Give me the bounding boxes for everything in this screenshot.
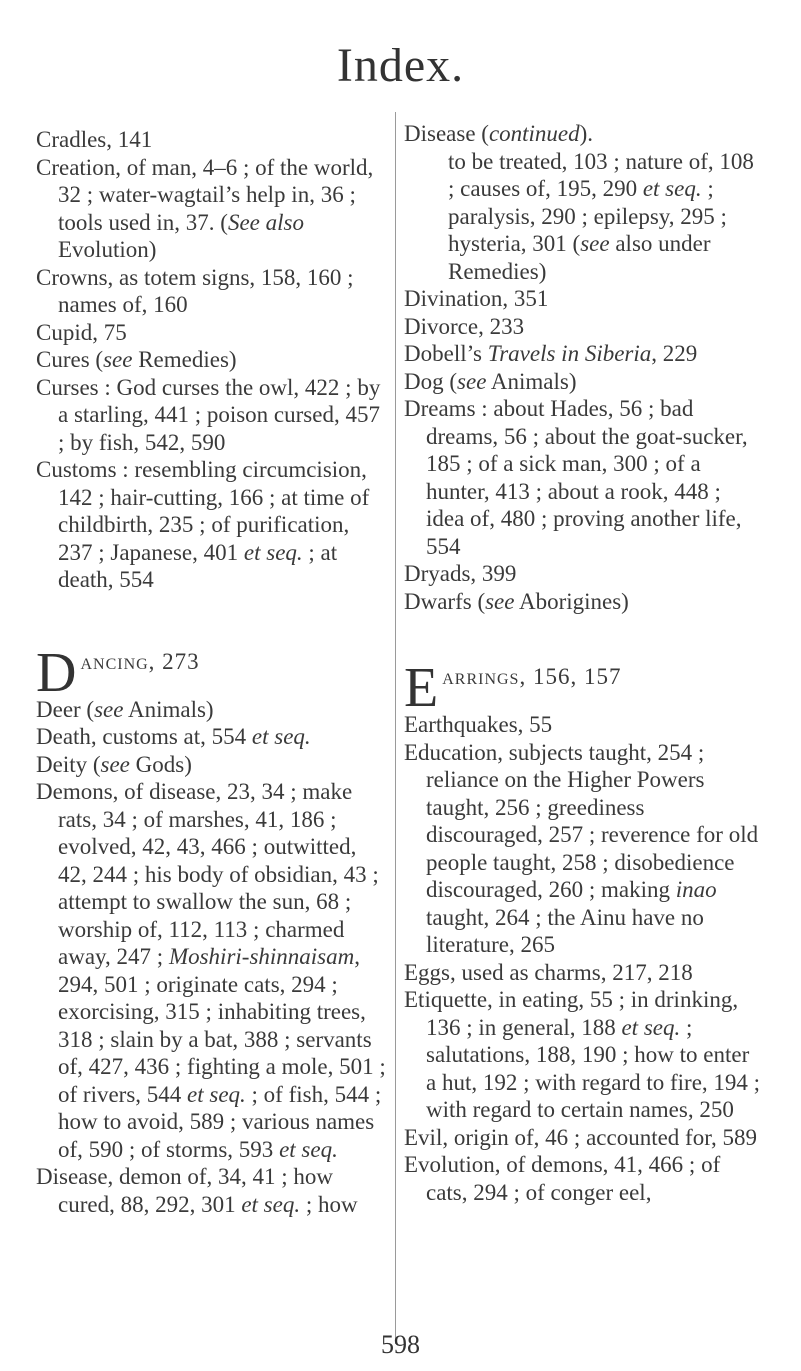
cont-tail: ).: [579, 121, 594, 146]
cont-text: to be treated, 103 ; nature of, 108 ; causes of, 195, 290: [448, 148, 754, 201]
index-entry: [404, 285, 762, 313]
disease-continued-body: [426, 148, 762, 286]
entry-text: Eggs, used as charms, 217, 218: [404, 959, 693, 985]
entry-tail: Animals): [123, 696, 214, 722]
entry-italic: et seq.: [621, 1014, 681, 1040]
index-entry: [36, 723, 388, 751]
index-entry: [404, 395, 762, 560]
cont-head: Disease (: [404, 121, 489, 146]
earrings-entry: arrings, 156, 157: [442, 664, 622, 689]
section-d-heading: [36, 641, 388, 704]
index-entry: [36, 779, 386, 1107]
entry-italic: Moshiri-shinnaisam: [168, 944, 355, 969]
entry-text: Demons, of disease, 23, 34 ; make rats, 34 ; of marshes, 41, 186 ; evolved, 42, 43, 466 ; outwitted, 42, 244 ; his body of obsidian, 43 ; attempt to swallow the sun, 68 ; worship of, 112, 113 ; charmed away, 247 ;: [36, 779, 379, 969]
index-entry: [36, 346, 388, 374]
cont-italic2: et seq.: [642, 176, 702, 201]
entry-tail: Gods): [129, 751, 192, 777]
entry-text: Crowns, as totem signs, 158, 160 ; names of, 160: [36, 264, 354, 317]
entry-text: Evil, origin of, 46 ; accounted for, 589: [404, 1124, 757, 1150]
dancing-entry: ancing, 273: [80, 648, 200, 674]
entry-text: Evolution, of demons, 41, 466 ; of cats, 294 ; of conger eel,: [404, 1152, 721, 1205]
index-entry: [36, 1163, 388, 1218]
entry-text: Dreams : about Hades, 56 ; bad dreams, 56 ; about the goat-sucker, 185 ; of a sick man, 300 ; of a hunter, 413 ; about a rook, 448 ; idea of, 480 ; proving another life, 554: [404, 396, 748, 559]
d-entries: [36, 696, 388, 1219]
index-entry: [36, 264, 388, 319]
index-entry: [404, 340, 762, 368]
entry-tail: Remedies): [132, 347, 237, 372]
entry-italic: See also: [227, 209, 304, 235]
right-d-entries: [404, 285, 762, 615]
page-title: Index.: [336, 39, 465, 92]
entry-italic: see: [103, 347, 133, 372]
entry-text: Curses : God curses the owl, 422 ; by a starling, 441 ; poison cursed, 457 ; by fish, 542, 590: [36, 374, 381, 455]
left-column: [36, 126, 388, 1218]
entry-italic: inao: [675, 877, 717, 902]
entry-tail: , 294, 501 ; originate cats, 294 ; exorcising, 315 ; inhabiting trees, 318 ; slain by a bat, 388 ; servants of, 427, 436 ; fighting a mole, 501 ; of rivers, 544: [58, 944, 386, 1107]
section-e-heading: [404, 657, 762, 719]
entry-text: Education, subjects taught, 254 ; reliance on the Higher Powers taught, 256 ; greediness discouraged, 257 ; reverence for old people taught, 258 ; disobedience discouraged, 260 ; making: [404, 739, 759, 902]
index-entry: [36, 154, 388, 264]
index-entry: [404, 588, 762, 616]
entry-tail: Aborigines): [514, 588, 629, 614]
e-entries: [404, 711, 762, 1206]
entry-text: Dryads, 399: [404, 561, 517, 586]
entry-italic: Travels in Siberia: [487, 341, 652, 366]
disease-continued-entry: [404, 120, 762, 285]
drop-cap-d: D: [36, 641, 77, 704]
entry-italic: see: [94, 696, 124, 722]
index-entry: [404, 368, 762, 396]
index-entry: [404, 739, 762, 959]
entry-tail: taught, 264 ; the Ainu have no literature, 265: [426, 904, 704, 957]
entry-text: Divorce, 233: [404, 313, 525, 339]
entry-italic: see: [457, 368, 487, 394]
index-entry: [36, 696, 388, 724]
entry-text: Divination, 351: [404, 286, 549, 311]
entry-tail: ; salutations, 188, 190 ; how to enter a hut, 192 ; with regard to fire, 194 ; with regard to certain names, 250: [426, 1014, 761, 1122]
entry-text: Earthquakes, 55: [404, 712, 553, 737]
right-column: [404, 120, 762, 1206]
entry-italic: et seq.: [243, 539, 303, 565]
index-entry: [404, 986, 762, 1124]
entry-tail: Animals): [486, 368, 577, 394]
c-entries: [36, 126, 388, 594]
entry-text: Dwarfs (: [404, 588, 486, 614]
cont-italic: continued: [488, 121, 580, 146]
index-entry: [404, 1151, 762, 1206]
index-entry: [36, 126, 388, 154]
index-entry: [279, 1137, 338, 1162]
entry-tail: ; how: [300, 1191, 358, 1217]
index-entry: [36, 751, 388, 779]
drop-cap-e: E: [404, 657, 439, 719]
entry-text: Cupid, 75: [36, 319, 127, 345]
cont-text2: ; paralysis, 290 ; epilepsy, 295 ; hysteria, 301 (: [448, 176, 727, 256]
entry-text: Death, customs at, 554: [36, 724, 252, 749]
entry-italic: see: [485, 588, 515, 614]
index-entry: [404, 313, 762, 341]
cont-italic3: see: [580, 231, 610, 256]
demons-entry: [36, 778, 388, 1163]
page-number: 598: [381, 1330, 420, 1359]
entry-italic: see: [100, 751, 130, 777]
index-entry: [36, 456, 388, 594]
index-entry: [404, 560, 762, 588]
index-entry: [36, 319, 388, 347]
index-entry: [404, 1124, 762, 1152]
entry-text: Deity (: [36, 751, 101, 777]
entry-text: Disease, demon of, 34, 41 ; how cured, 88, 292, 301: [36, 1164, 334, 1217]
column-divider: [395, 112, 396, 1344]
entry-text: Cures (: [36, 347, 104, 372]
entry-italic: et seq.: [251, 724, 311, 749]
entry-tail: ; of fish, 544 ; how to avoid, 589 ; various names of, 590 ; of storms, 593: [58, 1081, 382, 1162]
entry-text: Dobell’s: [404, 341, 488, 366]
index-entry: [36, 374, 388, 457]
entry-text: Etiquette, in eating, 55 ; in drinking, 136 ; in general, 188: [404, 987, 739, 1040]
entry-italic: et seq.: [279, 1136, 338, 1162]
entry-tail: ; at death, 554: [58, 539, 338, 592]
entry-text: Customs : resembling circumcision, 142 ; hair-cutting, 166 ; at time of childbirth, 235 ; of purification, 237 ; Japanese, 401: [36, 457, 370, 565]
entry-italic: et seq.: [241, 1191, 301, 1217]
entry-italic: et seq.: [187, 1081, 246, 1107]
entry-text: Dog (: [404, 368, 458, 394]
entry-text: Creation, of man, 4–6 ; of the world, 32 ; water-wagtail’s help in, 36 ; tools used in, 37. (: [36, 154, 374, 235]
entry-tail: Evolution): [58, 237, 157, 262]
cont-text3: also under Remedies): [448, 231, 711, 284]
entry-tail: , 229: [651, 341, 698, 366]
entry-text: Cradles, 141: [36, 127, 153, 152]
entry-text: Deer (: [36, 696, 95, 722]
index-entry: [404, 959, 762, 987]
index-entry: [404, 711, 762, 739]
